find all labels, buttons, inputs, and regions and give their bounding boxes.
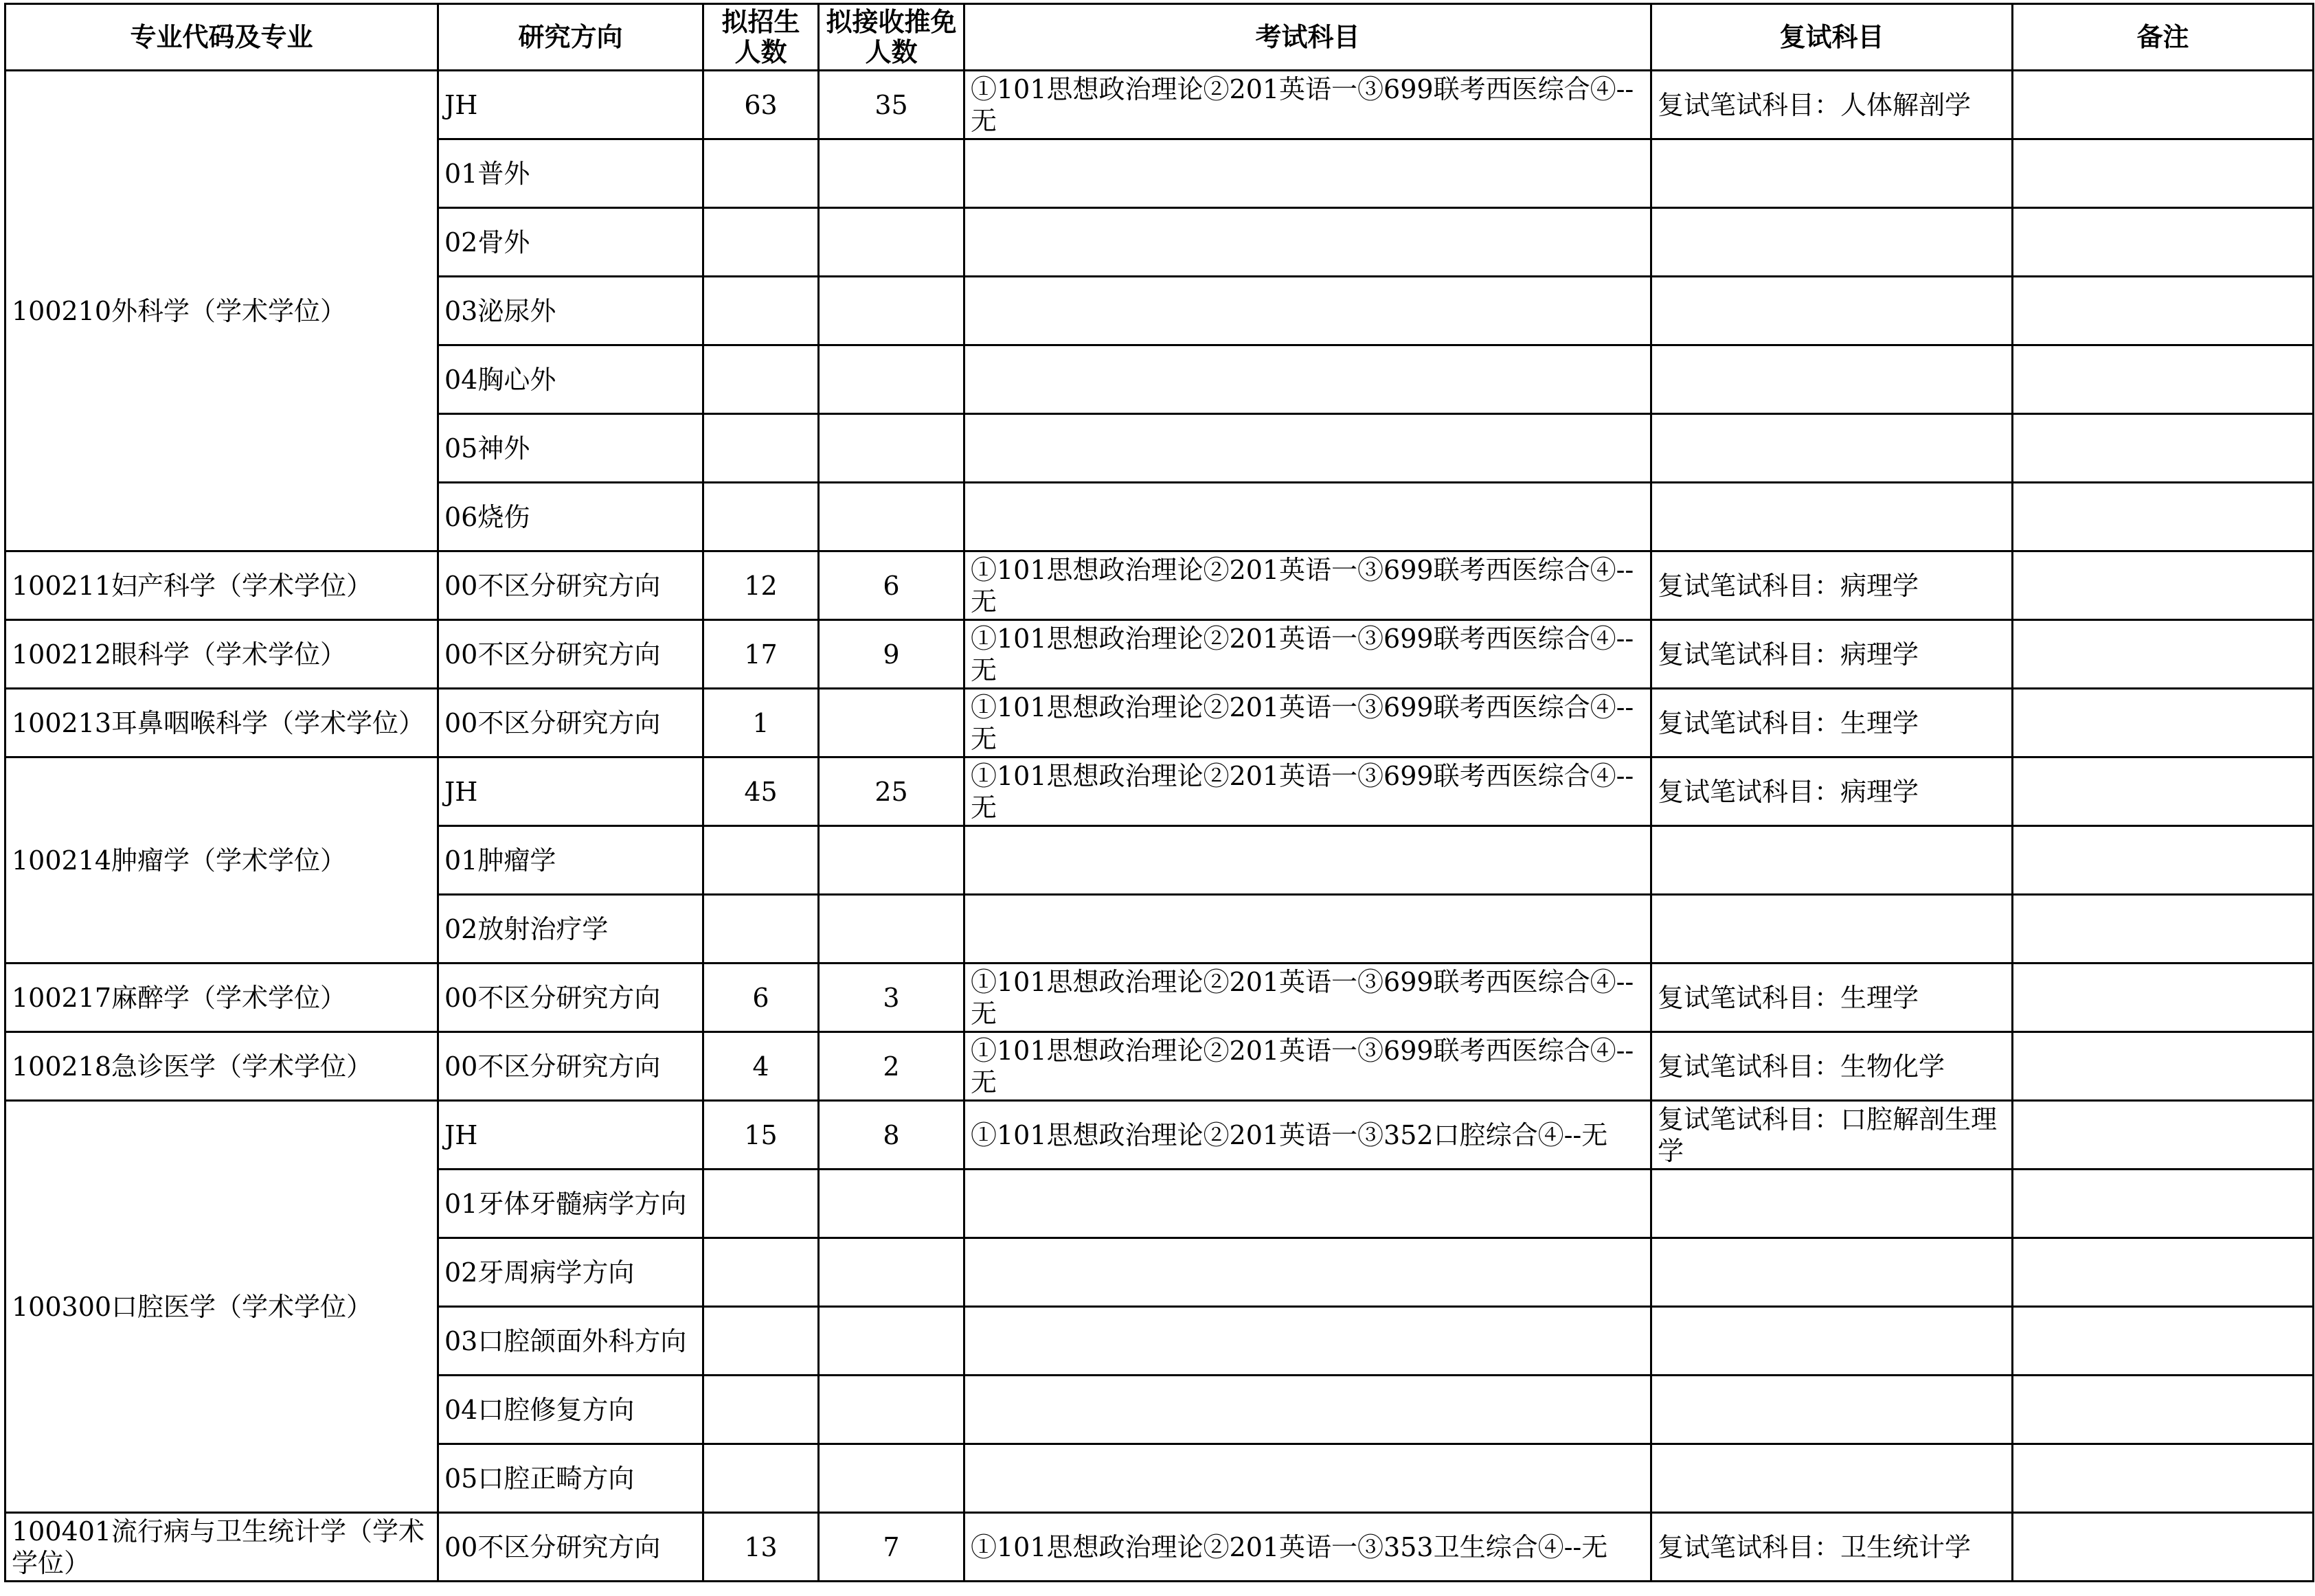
exempt-cell <box>819 208 964 277</box>
exempt-cell: 8 <box>819 1101 964 1170</box>
retest-cell <box>1651 826 2013 895</box>
retest-cell: 复试笔试科目：生物化学 <box>1651 1032 2013 1101</box>
plan-cell <box>703 1444 819 1513</box>
remark-cell <box>2013 1376 2314 1444</box>
exempt-cell <box>819 277 964 345</box>
remark-cell <box>2013 757 2314 826</box>
exempt-cell: 7 <box>819 1513 964 1582</box>
table-row <box>5 71 2314 139</box>
retest-cell <box>1651 895 2013 964</box>
exempt-cell <box>819 345 964 414</box>
exempt-cell <box>819 483 964 551</box>
exempt-cell: 25 <box>819 757 964 826</box>
plan-cell <box>703 208 819 277</box>
plan-cell <box>703 826 819 895</box>
exempt-cell <box>819 1376 964 1444</box>
retest-cell <box>1651 1170 2013 1238</box>
exempt-cell: 9 <box>819 620 964 689</box>
direction-cell: 01肿瘤学 <box>438 826 703 895</box>
exam-cell <box>964 826 1651 895</box>
exam-cell: ①101思想政治理论②201英语一③699联考西医综合④--无 <box>964 551 1651 620</box>
plan-cell <box>703 139 819 208</box>
direction-cell: 03泌尿外 <box>438 277 703 345</box>
major-cell: 100213耳鼻咽喉科学（学术学位） <box>5 689 438 757</box>
direction-cell: 02放射治疗学 <box>438 895 703 964</box>
remark-cell <box>2013 1513 2314 1582</box>
plan-cell <box>703 345 819 414</box>
exempt-cell <box>819 826 964 895</box>
retest-cell: 复试笔试科目：病理学 <box>1651 551 2013 620</box>
retest-cell <box>1651 345 2013 414</box>
retest-cell <box>1651 1376 2013 1444</box>
plan-cell: 17 <box>703 620 819 689</box>
exempt-cell: 3 <box>819 964 964 1032</box>
direction-cell: 00不区分研究方向 <box>438 689 703 757</box>
exempt-cell <box>819 1444 964 1513</box>
exam-cell <box>964 1376 1651 1444</box>
exempt-cell <box>819 1307 964 1376</box>
retest-cell: 复试笔试科目：病理学 <box>1651 757 2013 826</box>
plan-cell: 1 <box>703 689 819 757</box>
direction-cell: 00不区分研究方向 <box>438 620 703 689</box>
retest-cell: 复试笔试科目：人体解剖学 <box>1651 71 2013 139</box>
retest-cell: 复试笔试科目：口腔解剖生理学 <box>1651 1101 2013 1170</box>
exam-cell <box>964 1307 1651 1376</box>
table-row <box>5 1032 2314 1101</box>
header-row <box>5 4 2314 71</box>
exam-cell <box>964 1170 1651 1238</box>
plan-cell <box>703 277 819 345</box>
direction-cell: 02骨外 <box>438 208 703 277</box>
remark-cell <box>2013 1444 2314 1513</box>
exempt-cell <box>819 1170 964 1238</box>
exam-cell: ①101思想政治理论②201英语一③699联考西医综合④--无 <box>964 71 1651 139</box>
major-cell: 100210外科学（学术学位） <box>5 71 438 551</box>
exam-cell <box>964 139 1651 208</box>
remark-cell <box>2013 689 2314 757</box>
direction-cell: 05口腔正畸方向 <box>438 1444 703 1513</box>
exempt-cell <box>819 895 964 964</box>
remark-cell <box>2013 551 2314 620</box>
retest-cell <box>1651 1444 2013 1513</box>
plan-cell <box>703 1170 819 1238</box>
remark-cell <box>2013 71 2314 139</box>
retest-cell: 复试笔试科目：病理学 <box>1651 620 2013 689</box>
remark-cell <box>2013 139 2314 208</box>
header-remark: 备注 <box>2013 4 2314 71</box>
header-major: 专业代码及专业 <box>5 4 438 71</box>
table-row <box>5 1101 2314 1170</box>
direction-cell: 01牙体牙髓病学方向 <box>438 1170 703 1238</box>
direction-cell: JH <box>438 71 703 139</box>
direction-cell: 02牙周病学方向 <box>438 1238 703 1307</box>
retest-cell: 复试笔试科目：卫生统计学 <box>1651 1513 2013 1582</box>
major-cell: 100214肿瘤学（学术学位） <box>5 757 438 964</box>
table-row <box>5 689 2314 757</box>
remark-cell <box>2013 414 2314 483</box>
retest-cell <box>1651 483 2013 551</box>
remark-cell <box>2013 964 2314 1032</box>
remark-cell <box>2013 620 2314 689</box>
retest-cell <box>1651 139 2013 208</box>
plan-cell <box>703 414 819 483</box>
exam-cell: ①101思想政治理论②201英语一③353卫生综合④--无 <box>964 1513 1651 1582</box>
exempt-cell <box>819 414 964 483</box>
header-retest: 复试科目 <box>1651 4 2013 71</box>
exempt-cell: 2 <box>819 1032 964 1101</box>
exam-cell <box>964 277 1651 345</box>
direction-cell: 00不区分研究方向 <box>438 964 703 1032</box>
direction-cell: 01普外 <box>438 139 703 208</box>
header-exam: 考试科目 <box>964 4 1651 71</box>
exam-cell: ①101思想政治理论②201英语一③699联考西医综合④--无 <box>964 689 1651 757</box>
retest-cell <box>1651 414 2013 483</box>
table-row <box>5 551 2314 620</box>
remark-cell <box>2013 1307 2314 1376</box>
major-cell: 100217麻醉学（学术学位） <box>5 964 438 1032</box>
plan-cell <box>703 1376 819 1444</box>
exempt-cell <box>819 689 964 757</box>
retest-cell: 复试笔试科目：生理学 <box>1651 964 2013 1032</box>
major-cell: 100211妇产科学（学术学位） <box>5 551 438 620</box>
exam-cell: ①101思想政治理论②201英语一③352口腔综合④--无 <box>964 1101 1651 1170</box>
exempt-cell: 35 <box>819 71 964 139</box>
table-row <box>5 757 2314 826</box>
direction-cell: JH <box>438 1101 703 1170</box>
major-cell: 100212眼科学（学术学位） <box>5 620 438 689</box>
header-direction: 研究方向 <box>438 4 703 71</box>
remark-cell <box>2013 208 2314 277</box>
exam-cell <box>964 345 1651 414</box>
retest-cell: 复试笔试科目：生理学 <box>1651 689 2013 757</box>
major-cell: 100300口腔医学（学术学位） <box>5 1101 438 1513</box>
plan-cell: 45 <box>703 757 819 826</box>
direction-cell: 03口腔颌面外科方向 <box>438 1307 703 1376</box>
plan-cell: 13 <box>703 1513 819 1582</box>
remark-cell <box>2013 826 2314 895</box>
exam-cell: ①101思想政治理论②201英语一③699联考西医综合④--无 <box>964 620 1651 689</box>
exam-cell <box>964 483 1651 551</box>
table-row <box>5 620 2314 689</box>
direction-cell: 04口腔修复方向 <box>438 1376 703 1444</box>
remark-cell <box>2013 1238 2314 1307</box>
direction-cell: 05神外 <box>438 414 703 483</box>
direction-cell: 00不区分研究方向 <box>438 551 703 620</box>
header-exempt: 拟接收推免人数 <box>819 4 964 71</box>
plan-cell: 6 <box>703 964 819 1032</box>
exempt-cell: 6 <box>819 551 964 620</box>
exam-cell <box>964 1444 1651 1513</box>
major-cell: 100218急诊医学（学术学位） <box>5 1032 438 1101</box>
plan-cell: 15 <box>703 1101 819 1170</box>
retest-cell <box>1651 1238 2013 1307</box>
remark-cell <box>2013 483 2314 551</box>
direction-cell: 00不区分研究方向 <box>438 1032 703 1101</box>
remark-cell <box>2013 895 2314 964</box>
plan-cell: 12 <box>703 551 819 620</box>
plan-cell: 4 <box>703 1032 819 1101</box>
remark-cell <box>2013 345 2314 414</box>
exam-cell: ①101思想政治理论②201英语一③699联考西医综合④--无 <box>964 757 1651 826</box>
direction-cell: 06烧伤 <box>438 483 703 551</box>
retest-cell <box>1651 277 2013 345</box>
plan-cell <box>703 1238 819 1307</box>
exempt-cell <box>819 1238 964 1307</box>
table-row <box>5 1513 2314 1582</box>
exam-cell <box>964 895 1651 964</box>
exempt-cell <box>819 139 964 208</box>
plan-cell <box>703 1307 819 1376</box>
enrollment-table <box>4 3 2314 1582</box>
exam-cell: ①101思想政治理论②201英语一③699联考西医综合④--无 <box>964 964 1651 1032</box>
plan-cell: 63 <box>703 71 819 139</box>
remark-cell <box>2013 277 2314 345</box>
table-row <box>5 964 2314 1032</box>
remark-cell <box>2013 1101 2314 1170</box>
retest-cell <box>1651 208 2013 277</box>
retest-cell <box>1651 1307 2013 1376</box>
direction-cell: JH <box>438 757 703 826</box>
remark-cell <box>2013 1032 2314 1101</box>
exam-cell: ①101思想政治理论②201英语一③699联考西医综合④--无 <box>964 1032 1651 1101</box>
plan-cell <box>703 895 819 964</box>
direction-cell: 04胸心外 <box>438 345 703 414</box>
exam-cell <box>964 414 1651 483</box>
major-cell: 100401流行病与卫生统计学（学术学位） <box>5 1513 438 1582</box>
header-plan: 拟招生人数 <box>703 4 819 71</box>
remark-cell <box>2013 1170 2314 1238</box>
plan-cell <box>703 483 819 551</box>
direction-cell: 00不区分研究方向 <box>438 1513 703 1582</box>
exam-cell <box>964 208 1651 277</box>
exam-cell <box>964 1238 1651 1307</box>
